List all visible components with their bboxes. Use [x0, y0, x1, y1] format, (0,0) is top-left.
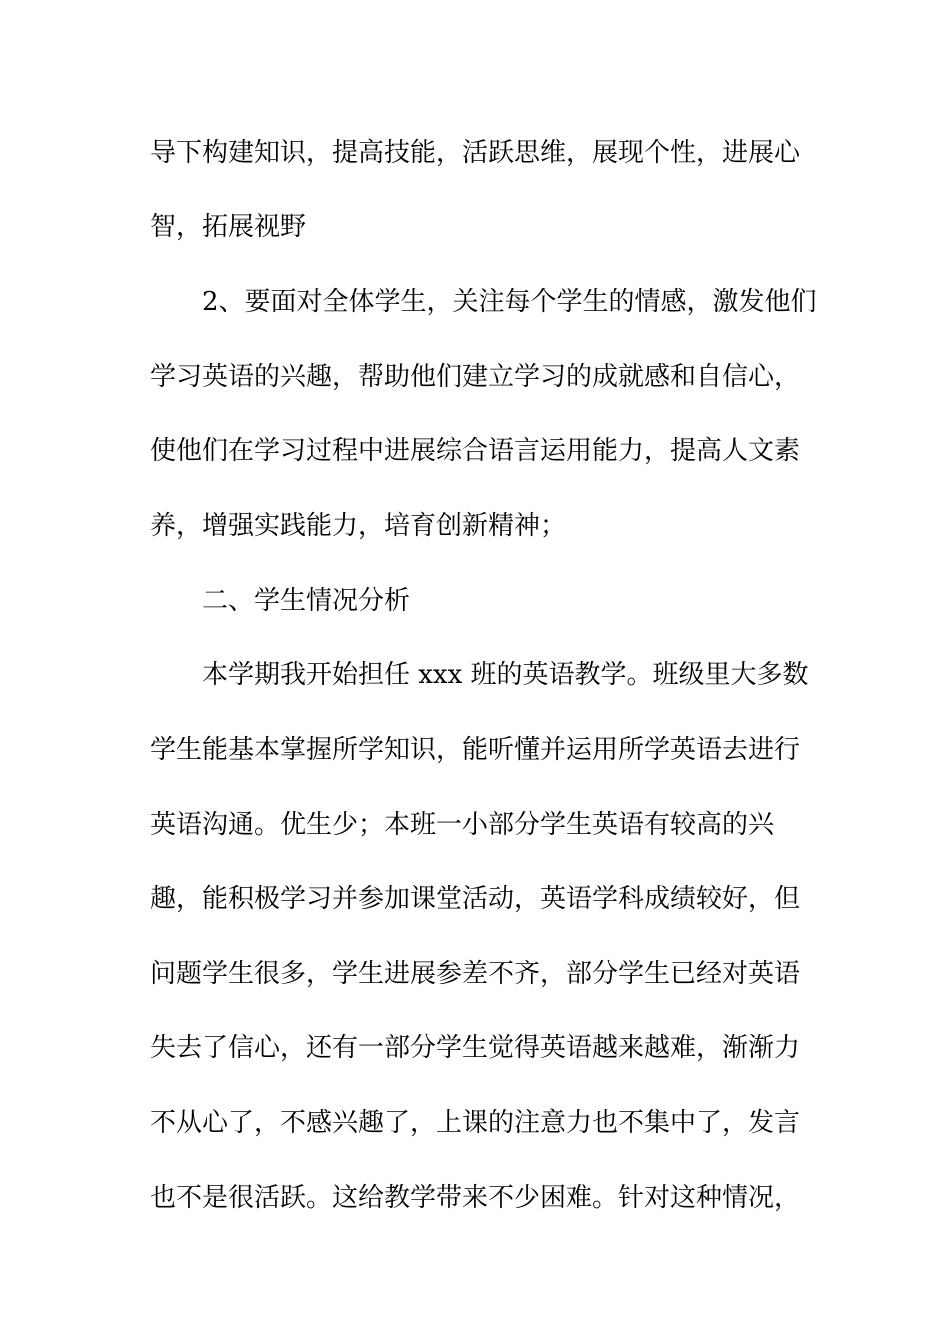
- text-line: 学生能基本掌握所学知识，能听懂并运用所学英语去进行: [150, 735, 801, 765]
- text-line: 也不是很活跃。这给教学带来不少困难。针对这种情况，: [150, 1183, 801, 1213]
- text-line: 2、要面对全体学生，关注每个学生的情感，激发他们: [202, 287, 817, 317]
- text-line: 使他们在学习过程中进展综合语言运用能力，提高人文素: [150, 436, 801, 466]
- text-line: 英语沟通。优生少；本班一小部分学生英语有较高的兴: [150, 810, 775, 840]
- section-heading: 二、学生情况分析: [202, 586, 411, 616]
- text-line: 问题学生很多，学生进展参差不齐，部分学生已经对英语: [150, 959, 801, 989]
- text-line: 趣，能积极学习并参加课堂活动，英语学科成绩较好，但: [150, 884, 801, 914]
- text-line: 本学期我开始担任 xxx 班的英语教学。班级里大多数: [202, 660, 809, 690]
- text-line: 失去了信心，还有一部分学生觉得英语越来越难，渐渐力: [150, 1033, 801, 1063]
- text-line: 智，拓展视野: [150, 212, 307, 242]
- text-line: 学习英语的兴趣，帮助他们建立学习的成就感和自信心，: [150, 362, 801, 392]
- text-line: 不从心了，不感兴趣了，上课的注意力也不集中了，发言: [150, 1108, 801, 1138]
- text-line: 导下构建知识，提高技能，活跃思维，展现个性，进展心: [150, 138, 801, 168]
- text-line: 养，增强实践能力，培育创新精神；: [150, 511, 567, 541]
